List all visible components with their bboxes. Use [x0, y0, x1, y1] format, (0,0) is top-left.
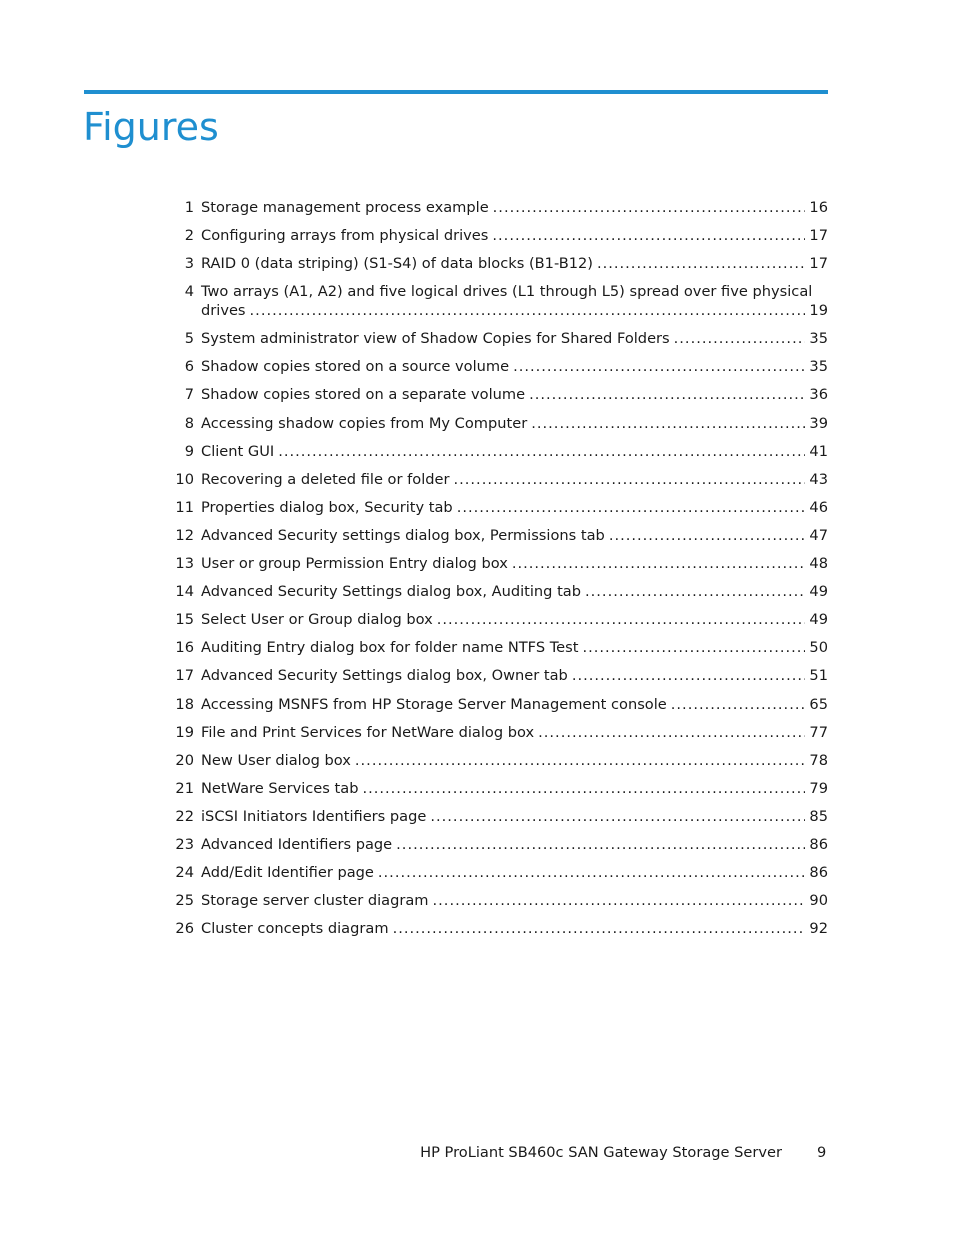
- figure-title-line2: drives: [201, 302, 246, 320]
- dot-leader: [674, 327, 806, 351]
- page-number: 36: [809, 386, 828, 404]
- toc-entry[interactable]: [160, 468, 828, 496]
- figure-number: 25: [175, 892, 194, 910]
- figure-title: New User dialog box: [201, 751, 351, 769]
- figure-title: File and Print Services for NetWare dialog box: [201, 723, 535, 741]
- figure-number: 26: [175, 920, 194, 938]
- page-number: 77: [809, 723, 828, 741]
- page-number: 65: [809, 695, 828, 713]
- toc-entry[interactable]: [160, 355, 828, 383]
- dot-leader: [362, 777, 805, 801]
- figure-title: Auditing Entry dialog box for folder name NTFS Test: [201, 639, 579, 657]
- dot-leader: [513, 355, 805, 379]
- figure-number: 21: [175, 779, 194, 797]
- dot-leader: [609, 524, 806, 548]
- dot-leader: [454, 468, 806, 492]
- figure-title: User or group Permission Entry dialog box: [201, 555, 508, 573]
- dot-leader: [493, 196, 806, 220]
- figure-title: Storage server cluster diagram: [201, 892, 429, 910]
- toc-entry[interactable]: [160, 805, 828, 833]
- figure-title: Client GUI: [201, 442, 275, 460]
- dot-leader: [531, 412, 805, 436]
- figure-number: 22: [175, 807, 194, 825]
- page-number: 78: [809, 751, 828, 769]
- page-number: 79: [809, 779, 828, 797]
- page-number: 86: [809, 835, 828, 853]
- page-number: 35: [809, 358, 828, 376]
- figure-number: 14: [175, 583, 194, 601]
- toc-entry[interactable]: [160, 636, 828, 664]
- figure-number: 4: [184, 283, 194, 301]
- figure-title: Configuring arrays from physical drives: [201, 227, 489, 245]
- dot-leader: [457, 496, 806, 520]
- figure-number: 7: [184, 386, 194, 404]
- toc-entry[interactable]: [160, 524, 828, 552]
- dot-leader: [572, 664, 806, 688]
- toc-entry[interactable]: [160, 196, 828, 224]
- figure-title: Advanced Security Settings dialog box, Auditing tab: [201, 583, 582, 601]
- footer-page-number: 9: [817, 1144, 827, 1161]
- figures-list: [160, 196, 828, 945]
- figure-title: NetWare Services tab: [201, 779, 359, 797]
- figure-title: iSCSI Initiators Identifiers page: [201, 807, 427, 825]
- page-number: 48: [809, 555, 828, 573]
- figure-number: 3: [184, 255, 194, 273]
- figure-number: 5: [184, 330, 194, 348]
- page-title: Figures: [83, 105, 219, 149]
- toc-entry[interactable]: [160, 552, 828, 580]
- figure-title-line1: Two arrays (A1, A2) and five logical drives (L1 through L5) spread over five physical: [201, 283, 813, 301]
- dot-leader: [597, 252, 805, 276]
- page-number: 49: [809, 611, 828, 629]
- page-number: 35: [809, 330, 828, 348]
- dot-leader: [538, 721, 805, 745]
- page-number: 46: [809, 498, 828, 516]
- dot-leader: [433, 889, 806, 913]
- page-number: 49: [809, 583, 828, 601]
- toc-entry[interactable]: [160, 861, 828, 889]
- dot-leader: [378, 861, 806, 885]
- figure-title: Recovering a deleted file or folder: [201, 470, 450, 488]
- figure-number: 17: [175, 667, 194, 685]
- figure-number: 9: [184, 442, 194, 460]
- dot-leader: [529, 383, 805, 407]
- figure-number: 1: [184, 199, 194, 216]
- figure-title: Properties dialog box, Security tab: [201, 498, 453, 516]
- figure-title: RAID 0 (data striping) (S1-S4) of data blocks (B1-B12): [201, 255, 593, 273]
- figure-title: Storage management process example: [201, 199, 489, 216]
- dot-leader: [250, 299, 806, 323]
- figure-number: 16: [175, 639, 194, 657]
- figure-title: Advanced Security settings dialog box, Permissions tab: [201, 526, 605, 544]
- page-number: 47: [809, 526, 828, 544]
- dot-leader: [582, 636, 805, 660]
- dot-leader: [430, 805, 805, 829]
- page-number: 90: [809, 892, 828, 910]
- figure-number: 23: [175, 835, 194, 853]
- figure-number: 2: [184, 227, 194, 245]
- page-number: 50: [809, 639, 828, 657]
- page-number: 85: [809, 807, 828, 825]
- dot-leader: [355, 749, 806, 773]
- figure-number: 6: [184, 358, 194, 376]
- page-number: 86: [809, 864, 828, 882]
- toc-entry[interactable]: [160, 327, 828, 355]
- toc-entry[interactable]: [160, 777, 828, 805]
- toc-entry[interactable]: [160, 608, 828, 636]
- page-number: 92: [809, 920, 828, 938]
- toc-entry[interactable]: [160, 693, 828, 721]
- figure-number: 10: [175, 470, 194, 488]
- figure-number: 11: [175, 498, 194, 516]
- figure-number: 18: [175, 695, 194, 713]
- toc-entry[interactable]: [160, 721, 828, 749]
- page-number: 17: [809, 227, 828, 245]
- toc-entry[interactable]: [160, 664, 828, 692]
- figure-number: 8: [184, 414, 194, 432]
- page-number: 39: [809, 414, 828, 432]
- figure-number: 13: [175, 555, 194, 573]
- toc-entry[interactable]: [160, 749, 828, 777]
- toc-entry[interactable]: [160, 280, 828, 327]
- figure-title: Select User or Group dialog box: [201, 611, 433, 629]
- dot-leader: [437, 608, 806, 632]
- figure-number: 24: [175, 864, 194, 882]
- figure-number: 19: [175, 723, 194, 741]
- figure-title: Accessing shadow copies from My Computer: [201, 414, 528, 432]
- figure-number: 15: [175, 611, 194, 629]
- page-number: 19: [809, 302, 828, 320]
- toc-entry[interactable]: [160, 833, 828, 861]
- toc-entry[interactable]: [160, 889, 828, 917]
- figure-title: Advanced Identifiers page: [201, 835, 393, 853]
- toc-entry[interactable]: [160, 412, 828, 440]
- dot-leader: [393, 917, 806, 941]
- dot-leader: [512, 552, 806, 576]
- top-rule: [84, 90, 828, 94]
- page-number: 51: [809, 667, 828, 685]
- toc-entry[interactable]: [160, 580, 828, 608]
- dot-leader: [396, 833, 805, 857]
- toc-entry[interactable]: [160, 440, 828, 468]
- figure-number: 20: [175, 751, 194, 769]
- figure-title: Advanced Security Settings dialog box, Owner tab: [201, 667, 568, 685]
- page-number: 16: [809, 199, 828, 216]
- page-number: 17: [809, 255, 828, 273]
- figure-title: System administrator view of Shadow Copies for Shared Folders: [201, 330, 670, 348]
- footer-document-title: HP ProLiant SB460c SAN Gateway Storage Server: [420, 1144, 782, 1161]
- toc-entry[interactable]: [160, 383, 828, 411]
- toc-entry[interactable]: [160, 917, 828, 945]
- toc-entry[interactable]: [160, 496, 828, 524]
- figure-title: Cluster concepts diagram: [201, 920, 389, 938]
- figure-title: Shadow copies stored on a source volume: [201, 358, 510, 376]
- figure-title: Add/Edit Identifier page: [201, 864, 374, 882]
- dot-leader: [278, 440, 805, 464]
- page-number: 43: [809, 470, 828, 488]
- figure-title: Accessing MSNFS from HP Storage Server Management console: [201, 695, 667, 713]
- toc-entry[interactable]: [160, 252, 828, 280]
- toc-entry[interactable]: [160, 224, 828, 252]
- figure-number: 12: [175, 526, 194, 544]
- dot-leader: [585, 580, 805, 604]
- figure-title: Shadow copies stored on a separate volume: [201, 386, 526, 404]
- page-number: 41: [809, 442, 828, 460]
- dot-leader: [492, 224, 805, 248]
- dot-leader: [671, 693, 806, 717]
